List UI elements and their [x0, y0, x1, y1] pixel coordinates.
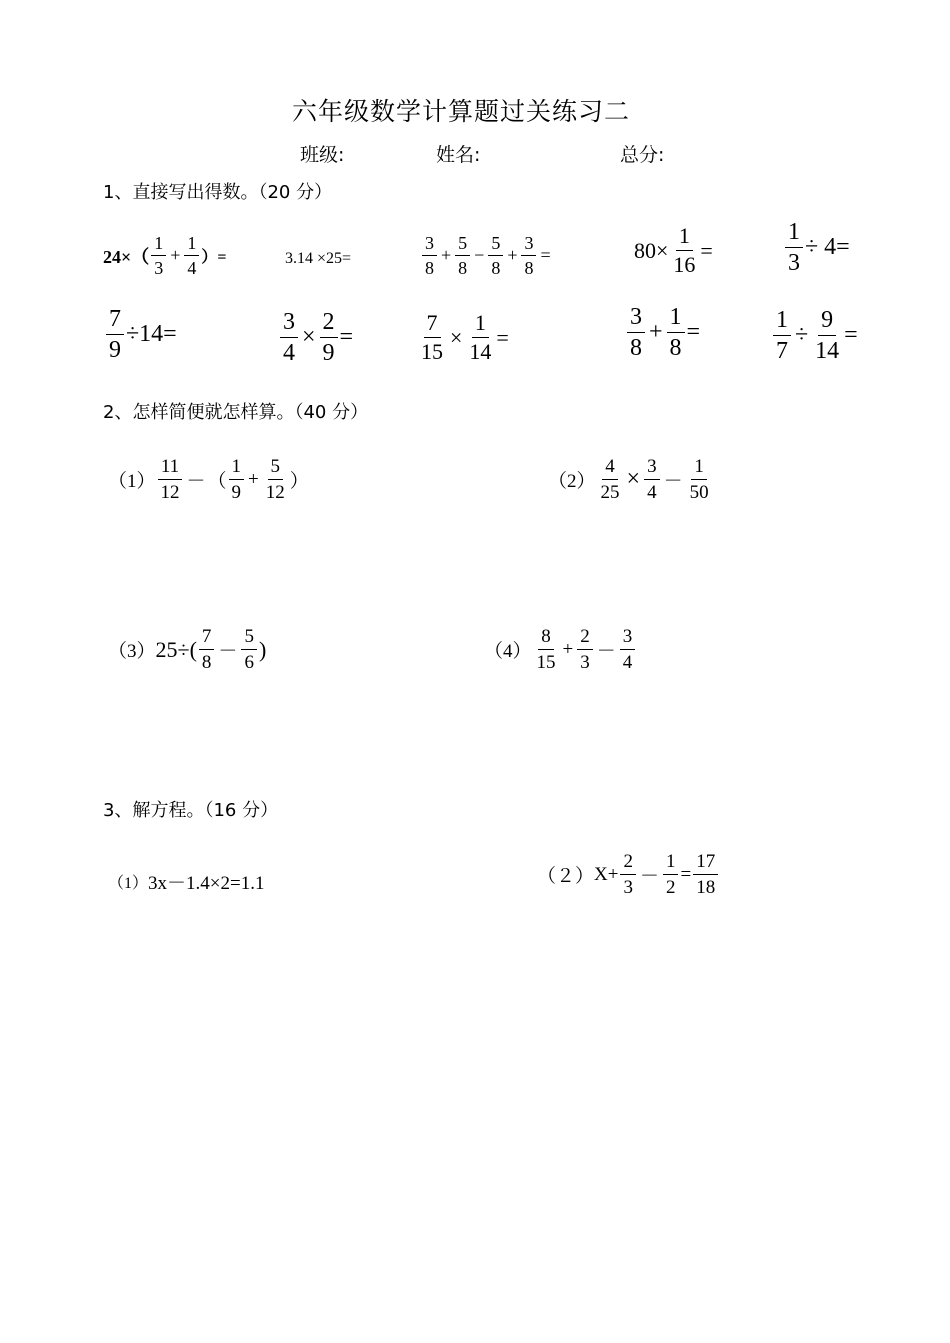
- fraction: [627, 305, 645, 360]
- denominator: 15: [421, 339, 443, 364]
- operator: －: [218, 641, 238, 662]
- fraction: [229, 457, 245, 502]
- fraction: [693, 852, 718, 897]
- equals: =: [844, 322, 858, 348]
- denominator: 18: [696, 877, 716, 898]
- s3-q2-lead: X+: [594, 863, 619, 885]
- denominator: 9: [109, 337, 121, 363]
- denominator: 7: [776, 338, 788, 364]
- denominator: 4: [283, 340, 295, 366]
- numerator: 5: [488, 234, 503, 256]
- s1-r1-problem-1: [103, 234, 227, 277]
- question-label: （2）: [548, 471, 596, 492]
- s1-r2-problem-1: [104, 307, 177, 362]
- denominator: 4: [187, 258, 197, 278]
- denominator: 9: [322, 340, 335, 366]
- fraction: [263, 457, 288, 502]
- paren-close: ）: [289, 471, 309, 492]
- equals: =: [496, 324, 509, 350]
- operator: ×: [450, 324, 463, 350]
- s1-r1-problem-5: [783, 220, 850, 275]
- denominator: 12: [160, 482, 180, 503]
- equals: =: [540, 245, 551, 265]
- s2-q3-lead: 25÷(: [155, 636, 197, 662]
- denominator: 8: [458, 258, 468, 278]
- numerator: 1: [691, 457, 707, 480]
- denominator: 3: [580, 652, 590, 673]
- denominator: 8: [630, 335, 642, 361]
- s1-r1-problem-3: [420, 234, 553, 277]
- denominator: 50: [689, 482, 709, 503]
- s1-r1-p5-tail: ÷ 4=: [805, 234, 850, 260]
- fraction: [773, 308, 791, 363]
- numerator: 2: [320, 310, 338, 338]
- s2-question-1: [108, 457, 309, 502]
- numerator: 2: [577, 627, 593, 650]
- numerator: 1: [472, 312, 489, 338]
- denominator: 3: [788, 250, 800, 276]
- denominator: 8: [425, 258, 434, 278]
- denominator: 12: [265, 482, 285, 503]
- numerator: 3: [422, 234, 437, 256]
- denominator: 25: [600, 482, 620, 503]
- s1-r2-problem-4: [625, 305, 700, 360]
- denominator: 9: [231, 482, 242, 503]
- numerator: 9: [818, 308, 836, 336]
- paren-close: ): [258, 636, 267, 662]
- numerator: 1: [773, 308, 791, 336]
- s3-q1-equation: 3x－1.4×2=1.1: [148, 873, 265, 894]
- page-title: 六年级数学计算题过关练习二: [292, 97, 631, 126]
- s1-r1-problem-2: 3.14 ×25=: [285, 250, 352, 267]
- equals: =: [700, 237, 713, 263]
- numerator: 2: [620, 852, 636, 875]
- fraction: [184, 234, 199, 277]
- numerator: 11: [158, 457, 182, 480]
- paren-open: （: [207, 471, 227, 492]
- numerator: 1: [785, 220, 803, 248]
- score-label: 总分:: [620, 144, 665, 166]
- denominator: 8: [491, 258, 501, 278]
- numerator: 3: [627, 305, 645, 333]
- denominator: 8: [669, 335, 682, 361]
- denominator: 14: [469, 339, 492, 364]
- operator: －: [663, 471, 683, 492]
- numerator: 4: [602, 457, 618, 480]
- fraction: [577, 627, 593, 672]
- fraction: [521, 234, 536, 277]
- s1-r1-p1-lead: 24×（: [103, 246, 150, 267]
- equals: =: [339, 324, 354, 350]
- operator: ×: [626, 466, 641, 492]
- denominator: 15: [536, 652, 556, 673]
- fraction: [687, 457, 712, 502]
- fraction: [320, 310, 338, 365]
- equals: =: [686, 319, 701, 345]
- question-label: （1）: [108, 875, 149, 892]
- numerator: 3: [521, 234, 536, 256]
- fraction: [785, 220, 803, 275]
- numerator: 3: [280, 310, 298, 338]
- fraction: [241, 627, 257, 672]
- operator: －: [639, 866, 659, 887]
- fraction: [151, 234, 166, 277]
- numerator: 1: [663, 852, 679, 875]
- operator: +: [170, 245, 181, 265]
- fraction: [466, 312, 494, 363]
- question-label: （1）: [108, 471, 156, 492]
- fraction: [199, 627, 215, 672]
- denominator: 4: [647, 482, 657, 503]
- fraction: [422, 234, 437, 277]
- fraction: [455, 234, 470, 277]
- s1-r1-p1-tail: ）=: [201, 249, 227, 266]
- numerator: 1: [151, 234, 166, 256]
- denominator: 14: [815, 338, 840, 364]
- fraction: [534, 627, 559, 672]
- denominator: 6: [244, 652, 254, 673]
- numerator: 7: [424, 312, 441, 338]
- denominator: 8: [201, 652, 212, 673]
- fraction: [418, 312, 446, 363]
- s2-question-3: [108, 627, 266, 672]
- numerator: 5: [268, 457, 284, 480]
- fraction: [670, 225, 698, 276]
- fraction: [620, 852, 636, 897]
- fraction: [106, 307, 124, 362]
- s1-r2-problem-3: [416, 312, 509, 363]
- equals: =: [680, 863, 692, 885]
- operator: ÷: [795, 322, 809, 348]
- numerator: 7: [106, 307, 124, 335]
- numerator: 1: [676, 225, 693, 251]
- numerator: 8: [538, 627, 554, 650]
- s2-question-2: [548, 457, 714, 502]
- s1-r1-problem-4: [634, 225, 713, 276]
- fraction: [158, 457, 183, 502]
- fraction: [812, 308, 842, 363]
- s3-question-2: [537, 852, 720, 897]
- operator: +: [441, 245, 452, 265]
- numerator: 1: [229, 457, 245, 480]
- numerator: 3: [620, 627, 636, 650]
- fraction: [598, 457, 623, 502]
- numerator: 7: [199, 627, 215, 650]
- denominator: 3: [154, 258, 164, 278]
- denominator: 16: [673, 252, 696, 277]
- section1-heading: 1、直接写出得数。（20 分）: [103, 182, 333, 203]
- section3-heading: 3、解方程。（16 分）: [103, 800, 279, 821]
- s2-question-4: [484, 627, 637, 672]
- operator: +: [649, 319, 663, 345]
- denominator: 3: [623, 877, 633, 898]
- fraction: [667, 305, 685, 360]
- operator: －: [186, 471, 206, 492]
- fraction: [280, 310, 298, 365]
- s3-question-1: [108, 868, 264, 895]
- s1-r2-p1-tail: ÷14=: [126, 321, 177, 347]
- s1-r1-p4-lead: 80×: [634, 237, 669, 263]
- fraction: [620, 627, 636, 672]
- operator: －: [596, 641, 616, 662]
- operator: +: [562, 638, 574, 660]
- operator: +: [248, 468, 259, 490]
- operator: ×: [302, 324, 316, 350]
- denominator: 2: [665, 877, 676, 898]
- denominator: 4: [622, 652, 633, 673]
- numerator: 1: [184, 234, 199, 256]
- denominator: 8: [524, 258, 534, 278]
- numerator: 17: [693, 852, 718, 875]
- fraction: [488, 234, 503, 277]
- name-label: 姓名:: [436, 144, 481, 166]
- numerator: 5: [455, 234, 470, 256]
- question-label: （4）: [484, 641, 532, 662]
- fraction: [663, 852, 679, 897]
- s1-r2-problem-2: [278, 310, 353, 365]
- numerator: 1: [667, 305, 685, 333]
- s1-r2-problem-5: [771, 308, 858, 363]
- operator: −: [474, 245, 485, 265]
- section2-heading: 2、怎样简便就怎样算。（40 分）: [103, 402, 369, 423]
- numerator: 5: [241, 627, 257, 650]
- question-label: （3）: [108, 641, 156, 662]
- question-label: （２）: [537, 866, 595, 887]
- fraction: [644, 457, 660, 502]
- operator: +: [507, 245, 518, 265]
- numerator: 3: [644, 457, 660, 480]
- class-label: 班级:: [300, 144, 345, 166]
